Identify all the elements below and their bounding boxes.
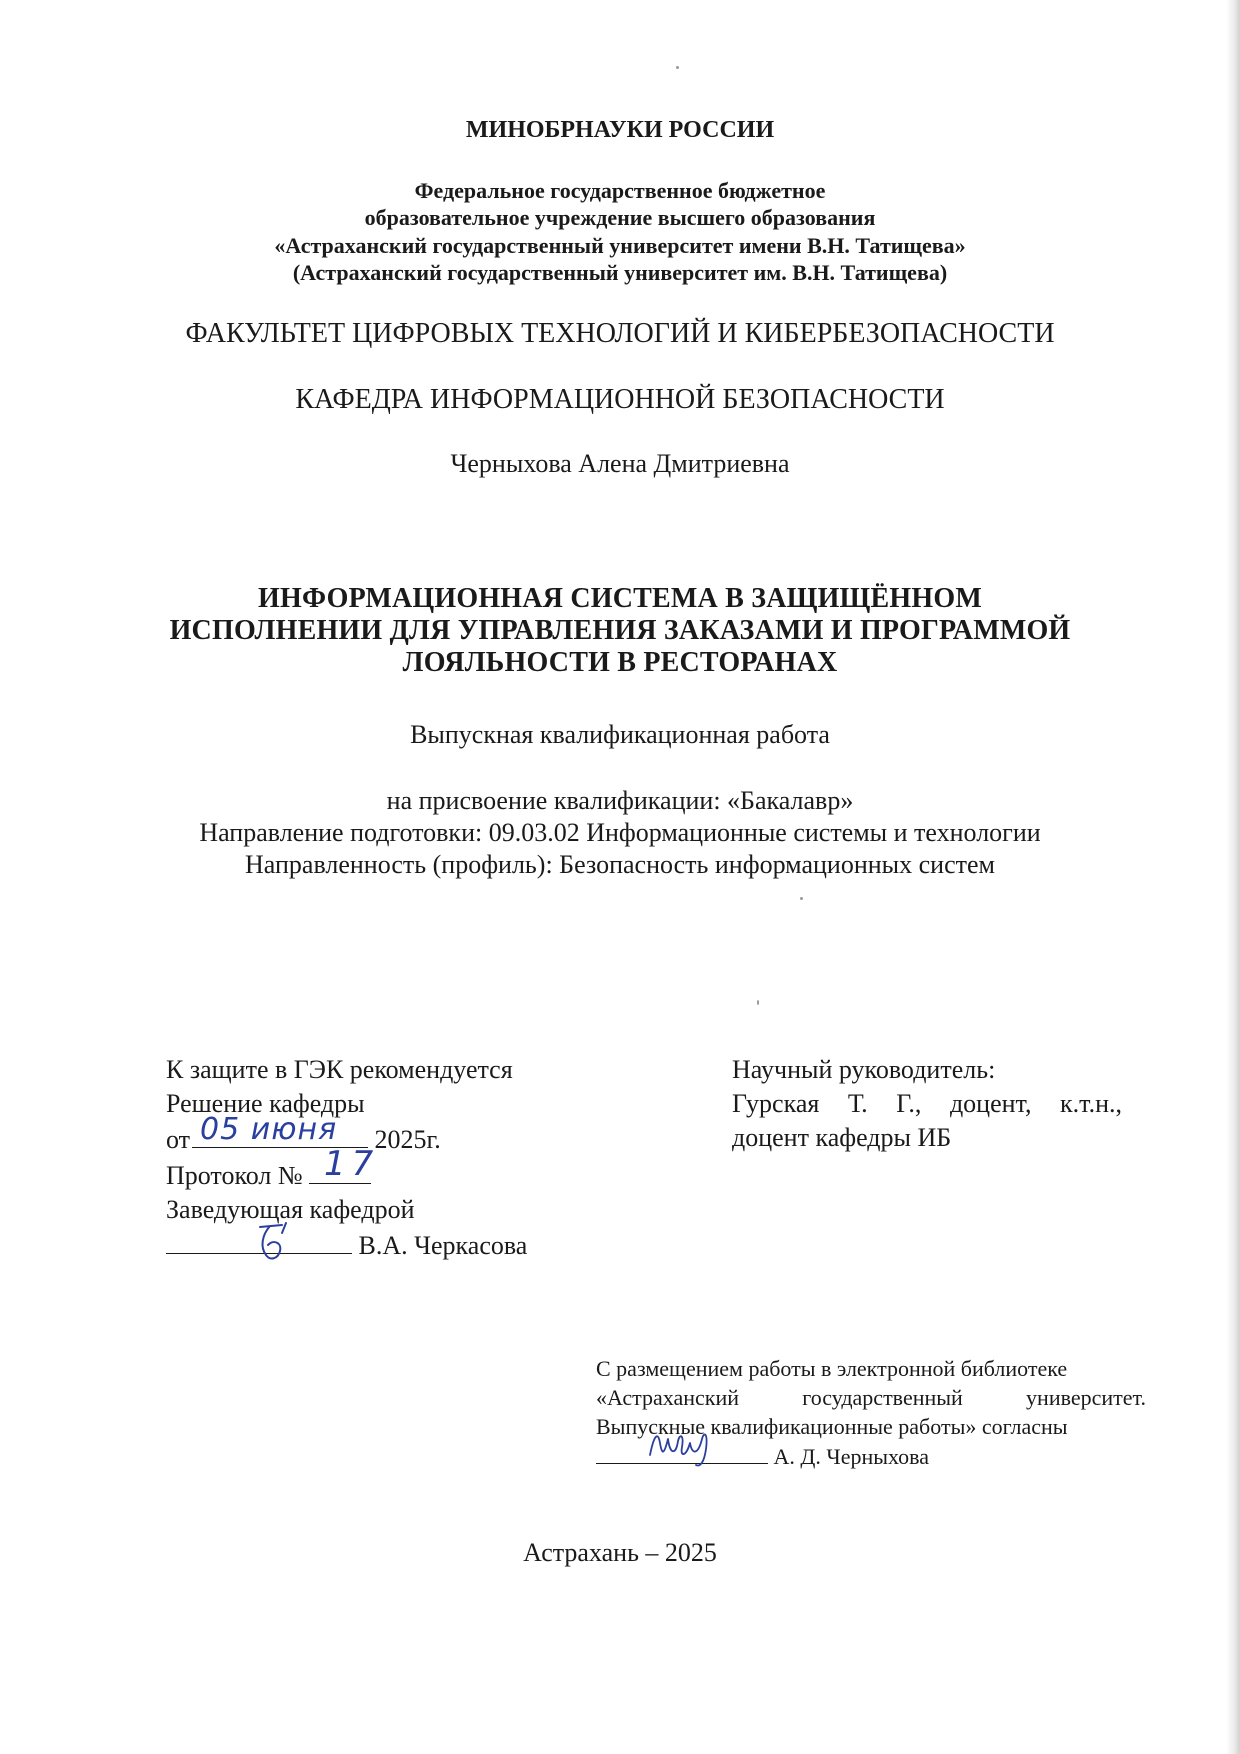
defense-date-prefix: от xyxy=(166,1125,191,1154)
city-year: Астрахань – 2025 xyxy=(523,1538,717,1567)
defense-protocol-row xyxy=(166,1144,527,1193)
supervisor-label: Научный руководитель: xyxy=(732,1055,996,1084)
head-label: Заведующая кафедрой xyxy=(166,1195,415,1224)
protocol-label: Протокол № xyxy=(166,1161,303,1190)
supervisor-name-part: к.т.н., xyxy=(1060,1089,1122,1118)
thesis-title-line-3: ЛОЯЛЬНОСТИ В РЕСТОРАНАХ xyxy=(402,647,838,678)
defense-recommendation-block xyxy=(166,1053,527,1263)
supervisor-position: доцент кафедры ИБ xyxy=(732,1123,952,1152)
consent-line-1: С размещением работы в электронной библиотеке xyxy=(596,1356,1068,1381)
institution-line-2: образовательное учреждение высшего образования xyxy=(364,205,876,230)
head-signature-mark xyxy=(252,1219,302,1265)
defense-line-1: К защите в ГЭК рекомендуется xyxy=(166,1055,513,1084)
qualification-line: на присвоение квалификации: «Бакалавр» xyxy=(386,786,854,815)
consent-word: «Астраханский xyxy=(596,1385,739,1410)
work-type: Выпускная квалификационная работа xyxy=(410,720,830,749)
consent-signature-row xyxy=(596,1441,1146,1471)
direction-line: Направление подготовки: 09.03.02 Информационные системы и технологии xyxy=(199,818,1041,847)
supervisor-name-part: Г., xyxy=(896,1089,922,1118)
author-name: Черныхова Алена Дмитриевна xyxy=(450,449,790,478)
scan-speck xyxy=(800,897,803,900)
handwritten-protocol-number: 17 xyxy=(324,1144,380,1184)
institution-line-3: «Астраханский государственный университет имени В.Н. Татищева» xyxy=(274,233,966,258)
supervisor-name-part: доцент, xyxy=(949,1089,1032,1118)
supervisor-name-row xyxy=(732,1087,1122,1121)
consent-word: государственный xyxy=(802,1385,963,1410)
head-signature-row xyxy=(166,1227,527,1263)
consent-signature-mark xyxy=(644,1425,720,1469)
institution-line-4: (Астраханский государственный университет им. В.Н. Татищева) xyxy=(292,260,948,285)
thesis-title-line-1: ИНФОРМАЦИОННАЯ СИСТЕМА В ЗАЩИЩЁННОМ xyxy=(258,583,982,614)
faculty-name: ФАКУЛЬТЕТ ЦИФРОВЫХ ТЕХНОЛОГИЙ И КИБЕРБЕЗОПАСНОСТИ xyxy=(185,318,1055,349)
institution-line-1: Федеральное государственное бюджетное xyxy=(414,178,826,203)
supervisor-name-part: Т. xyxy=(847,1089,868,1118)
consent-word: университет. xyxy=(1026,1385,1146,1410)
ministry-heading: МИНОБРНАУКИ РОССИИ xyxy=(465,117,775,143)
supervisor-name-part: Гурская xyxy=(732,1089,820,1118)
profile-line: Направленность (профиль): Безопасность информационных систем xyxy=(245,850,995,879)
supervisor-block xyxy=(732,1053,1122,1155)
scan-speck xyxy=(757,1000,759,1005)
defense-line-2: Решение кафедры xyxy=(166,1089,365,1118)
defense-date-suffix: 2025г. xyxy=(374,1125,441,1154)
head-name: В.А. Черкасова xyxy=(358,1231,528,1260)
library-consent-block xyxy=(596,1354,1146,1471)
thesis-title-line-2: ИСПОЛНЕНИИ ДЛЯ УПРАВЛЕНИЯ ЗАКАЗАМИ И ПРОГРАММОЙ xyxy=(169,615,1071,646)
consent-signer: А. Д. Черныхова xyxy=(773,1444,930,1469)
department-name: КАФЕДРА ИНФОРМАЦИОННОЙ БЕЗОПАСНОСТИ xyxy=(295,384,945,415)
scan-speck xyxy=(676,66,679,69)
consent-line-3: Выпускные квалификационные работы» согласны xyxy=(596,1414,1068,1439)
handwritten-date: 05 июня xyxy=(200,1112,338,1147)
consent-line-2 xyxy=(596,1383,1146,1412)
